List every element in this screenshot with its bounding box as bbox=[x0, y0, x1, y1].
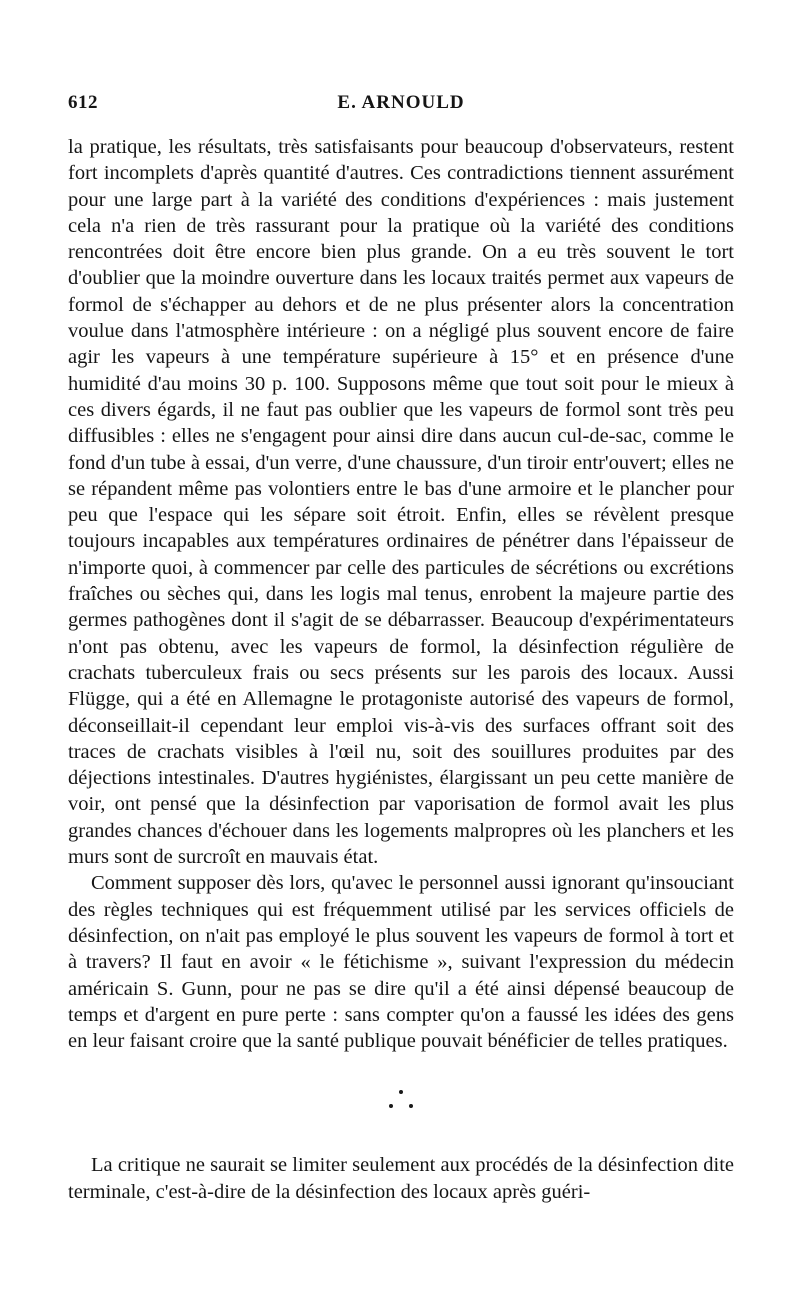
paragraph-fetichisme: Comment supposer dès lors, qu'avec le personnel aussi ignorant qu'insouciant des règles techniques qui est fréquemment utilisé par les services officiels de désinfection, on n'ait pas employé le plus souvent les vapeurs de formol à tort et à travers? Il faut en avoir « le fétichisme », suivant l'expression du médecin américain S. Gunn, pour ne pas se dire qu'il a été ainsi dépensé beaucoup de temps et d'argent en pure perte : sans compter qu'on a faussé les idées des gens en leur faisant croire que la santé publique pouvait bénéficier de telles pratiques. bbox=[68, 872, 734, 1053]
running-head-author: E. ARNOULD bbox=[337, 92, 465, 113]
page bbox=[68, 92, 734, 1205]
asterism-dot bbox=[389, 1104, 393, 1108]
running-head bbox=[68, 92, 734, 126]
asterism-separator bbox=[68, 1070, 734, 1130]
asterism-dot bbox=[399, 1090, 403, 1094]
page-number: 612 bbox=[68, 92, 98, 113]
body-text bbox=[68, 134, 734, 1205]
paragraph-critique: La critique ne saurait se limiter seulement aux procédés de la désinfection dite terminale, c'est-à-dire de la désinfection des locaux après guéri- bbox=[68, 1154, 734, 1203]
paragraph-continued: la pratique, les résultats, très satisfaisants pour beaucoup d'observateurs, restent fort incomplets d'après quantité d'autres. Ces contradictions tiennent assurément pour une large part à la variété des conditions d'expériences : mais justement cela n'a rien de très rassurant pour la pratique où la variété des conditions rencontrées doit être encore bien plus grande. On a eu très souvent le tort d'oublier que la moindre ouverture dans les locaux traités permet aux vapeurs de formol de s'échapper au dehors et de ne plus présenter alors la concentration voulue dans l'atmosphère intérieure : on a négligé plus souvent encore de faire agir les vapeurs à une température supérieure à 15° et en présence d'une humidité d'au moins 30 p. 100. Supposons même que tout soit pour le mieux à ces divers égards, il ne faut pas oublier que les vapeurs de formol sont très peu diffusibles : elles ne s'engagent pour ainsi dire dans aucun cul-de-sac, comme le fond d'un tube à essai, d'un verre, d'une chaussure, d'un tiroir entr'ouvert; elles ne se répandent même pas volontiers entre le bas d'une armoire et le plancher pour peu que l'espace qui les sépare soit étroit. Enfin, elles se révèlent presque toujours incapables aux températures ordinaires de pénétrer dans l'épaisseur de n'importe quoi, à commencer par celle des particules de sécrétions ou excrétions fraîches ou sèches qui, dans les logis mal tenus, enrobent la majeure partie des germes pathogènes dont il s'agit de se débarrasser. Beaucoup d'expérimentateurs n'ont pas obtenu, avec les vapeurs de formol, la désinfection régulière de crachats tuberculeux frais ou secs présents sur les parois des locaux. Aussi Flügge, qui a été en Allemagne le protagoniste autorisé des vapeurs de formol, déconseillait-il cependant leur emploi vis-à-vis des surfaces offrant soit des traces de crachats visibles à l'œil nu, soit des souillures produites par des déjections intestinales. D'autres hygiénistes, élargissant un peu cette manière de voir, ont pensé que la désinfection par vaporisation de formol avait les plus grandes chances d'échouer dans les logements malpropres où les planchers et les murs sont de surcroît en mauvais état. bbox=[68, 136, 734, 869]
asterism-dot bbox=[409, 1104, 413, 1108]
